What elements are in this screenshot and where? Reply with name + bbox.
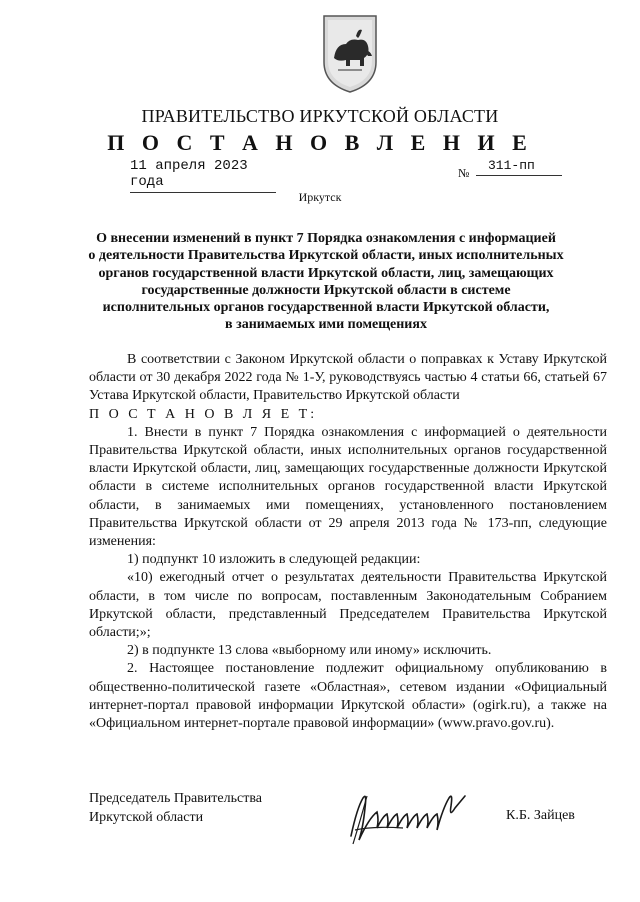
signer-position-line: Председатель Правительства — [89, 791, 262, 806]
title-line: О внесении изменений в пункт 7 Порядка ознакомления с информацией — [96, 231, 556, 246]
signer-position-line: Иркутской области — [89, 810, 204, 825]
government-name: ПРАВИТЕЛЬСТВО ИРКУТСКОЙ ОБЛАСТИ — [141, 106, 499, 126]
document-title — [86, 230, 566, 334]
signer-name: К.Б. Зайцев — [506, 808, 575, 823]
title-line: органов государственной власти Иркутской области, лиц, замещающих — [98, 265, 554, 281]
clause-1: 1. Внести в пункт 7 Порядка ознакомления с информацией о деятельности Правительства Иркутской области, иных исполнительных органов государственной власти Иркутской области, лиц, замещающих государственные должности Иркутской области в системе исполнительных органов государственной власти Иркутской области, в занимаемых ими помещениях, установленного постановлением Правительства Иркутской области от 29 апреля 2013 года № 173-пп, следующие изменения: — [89, 424, 607, 550]
preamble: В соответствии с Законом Иркутской области о поправках к Уставу Иркутской области от 30 декабря 2022 года № 1-У, руководствуясь частью 4 статьи 66, статьей 67 Устава Иркутской области, Правительство Иркутской области — [89, 352, 607, 404]
document-type: П О С Т А Н О В Л Е Н И Е — [107, 130, 533, 155]
document-date: 11 апреля 2023 года — [130, 158, 276, 193]
document-number: 311-пп — [476, 158, 562, 176]
signer-position — [89, 789, 262, 827]
city: Иркутск — [298, 190, 342, 204]
handwritten-signature-icon — [343, 778, 503, 852]
clause-1-subitem-1-text: «10) ежегодный отчет о результатах деятельности Правительства Иркутской области, в том числе по вопросам, поставленным Законодательным Собранием Иркутской области, представленный Председателем Правительства Иркутской области;»; — [89, 570, 607, 641]
title-line: исполнительных органов государственной власти Иркутской области, — [102, 300, 550, 316]
clause-1-subitem-2: 2) в подпункте 13 слова «выборному или иному» исключить. — [127, 643, 492, 659]
number-sign: № — [458, 166, 470, 180]
title-line: государственные должности Иркутской области в системе — [141, 282, 511, 298]
title-line: в занимаемых ими помещениях — [225, 317, 427, 333]
document-body — [89, 351, 607, 733]
resolves-heading: П О С Т А Н О В Л Я Е Т: — [89, 406, 318, 422]
irkutsk-coat-of-arms-icon — [320, 14, 380, 94]
clause-1-subitem-1: 1) подпункт 10 изложить в следующей редакции: — [127, 552, 421, 568]
clause-2: 2. Настоящее постановление подлежит официальному опубликованию в общественно-политической газете «Областная», сетевом издании «Официальный интернет-портал правовой информации Иркутской области» (ogirk.ru), а также на «Официальном интернет-портале правовой информации» (www.pravo.gov.ru). — [89, 661, 607, 732]
title-line: о деятельности Правительства Иркутской области, иных исполнительных — [88, 248, 564, 264]
